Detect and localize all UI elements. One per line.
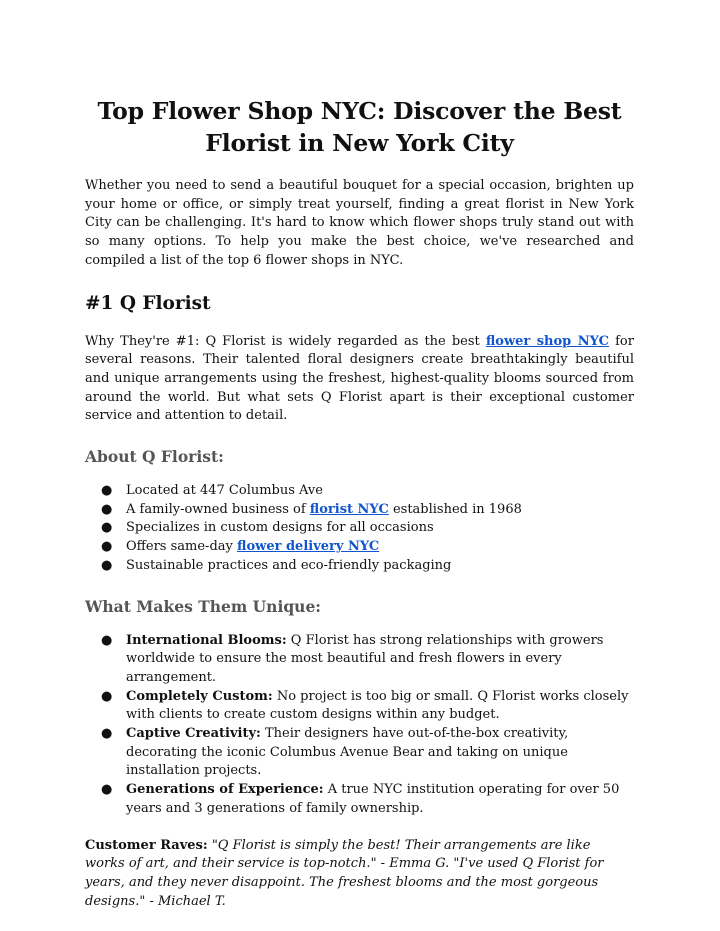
about-item-location [85,482,634,501]
unique-item-text: A true NYC institution operating for over 50 years and 3 generations of family ownership. [126,782,620,816]
why-text-after: for several reasons. Their talented floral designers create breathtakingly beautiful and unique arrangements using the freshest, highest-quality blooms sourced from around the world. But what sets Q Florist apart is their exceptional customer service and attention to detail. [85,333,634,424]
unique-item-custom [85,688,634,725]
bullet-icon: ● [101,483,113,499]
customer-raves-label: Customer Raves: [85,837,208,853]
about-item-text: Offers same-day [126,539,237,555]
florist-nyc-link[interactable]: florist NYC [309,501,389,517]
page-title: Top Flower Shop NYC: Discover the Best Florist in New York City [97,97,622,157]
about-item-text: Located at 447 Columbus Ave [126,483,323,499]
flower-delivery-nyc-link[interactable]: flower delivery NYC [237,539,380,555]
about-list [85,482,634,576]
about-item-text: Sustainable practices and eco-friendly packaging [126,557,452,573]
bullet-icon: ● [101,726,113,742]
why-paragraph [85,333,634,427]
unique-item-label: Generations of Experience: [126,782,324,798]
bullet-icon: ● [101,520,113,536]
why-text-before: Why They're #1: Q Florist is widely regarded as the best [85,333,486,349]
unique-item-text: No project is too big or small. Q Florist works closely with clients to create custom designs within any budget. [126,688,629,723]
bullet-icon: ● [101,782,113,798]
customer-raves-quote: "Q Florist is simply the best! Their arrangements are like works of art, and their service is top-notch." - Emma G. "I've used Q Florist for years, and they never disappoint. The freshest blooms and the most gorgeous designs." - Michael T. [85,837,604,909]
about-item-text: Specializes in custom designs for all occasions [126,520,434,536]
unique-item-blooms [85,632,634,688]
unique-heading: What Makes Them Unique: [85,596,322,616]
about-item-text-after: established in 1968 [388,501,522,517]
section-heading-q-florist: #1 Q Florist [85,292,211,314]
unique-item-experience [85,781,634,818]
unique-item-creativity [85,725,634,781]
intro-paragraph: Whether you need to send a beautiful bouquet for a special occasion, brighten up your home or office, or simply treat yourself, finding a great florist in New York City can be challenging. It's hard to know which flower shops truly stand out with so many options. To help you make the best choice, we've researched and compiled a list of the top 6 flower shops in NYC. [85,178,634,268]
unique-list [85,632,634,819]
unique-item-label: International Blooms: [126,632,287,648]
unique-item-label: Completely Custom: [126,688,273,704]
about-item-family [85,501,634,520]
bullet-icon: ● [101,539,113,555]
unique-item-text: Their designers have out-of-the-box creativity, decorating the iconic Columbus Avenue Bear and taking on unique installation projects. [126,726,569,779]
customer-raves [85,837,634,912]
document-page [85,95,634,911]
bullet-icon: ● [101,501,113,517]
about-item-delivery [85,538,634,557]
unique-item-label: Captive Creativity: [126,726,261,742]
about-item-sustainable [85,557,634,576]
about-item-custom [85,519,634,538]
bullet-icon: ● [101,557,113,573]
bullet-icon: ● [101,688,113,704]
bullet-icon: ● [101,632,113,648]
unique-item-text: Q Florist has strong relationships with growers worldwide to ensure the most beautiful and fresh flowers in every arrangement. [126,632,604,685]
about-heading: About Q Florist: [85,447,224,467]
about-item-text: A family-owned business of [126,501,310,517]
flower-shop-nyc-link[interactable]: flower shop NYC [485,333,610,349]
